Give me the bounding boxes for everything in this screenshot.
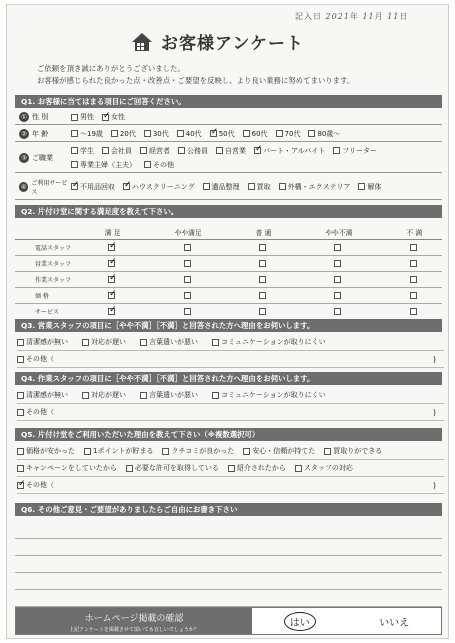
satisfaction-checkbox-4-0[interactable] (108, 308, 115, 315)
page-title: お客様アンケート (161, 34, 304, 54)
satisfaction-row (15, 271, 442, 287)
satisfaction-checkbox-0-3[interactable] (334, 244, 341, 251)
q1-gender-row (15, 110, 442, 125)
service-option-0-label: 不用品回収 (80, 182, 115, 191)
intro-line-1: ご依頼を頂き誠にありがとうございました。 (37, 64, 185, 73)
date-day: 11 (387, 12, 400, 21)
satisfaction-row-label: 電話スタッフ (15, 239, 85, 255)
satisfaction-cell (85, 303, 140, 319)
service-option-3[interactable] (248, 182, 271, 192)
q4-heading: Q4. 作業スタッフの項目に［やや不満］［不満］と回答された方へ理由をお伺いします。 (15, 372, 442, 385)
q5-option-0-3-label: 安心・信頼が持てた (252, 447, 316, 455)
satisfaction-checkbox-1-3[interactable] (334, 260, 341, 267)
q3-option-0-label: 清潔感が無い (26, 338, 68, 346)
q5-options (17, 443, 444, 494)
gender-options (71, 112, 133, 122)
service-option-3-checkbox[interactable] (248, 183, 255, 190)
age-option-4-checkbox[interactable] (210, 130, 217, 137)
satisfaction-checkbox-2-4[interactable] (410, 276, 417, 283)
title-block (131, 29, 304, 54)
date-day-unit: 日 (399, 12, 409, 21)
satisfaction-row-label: 作業スタッフ (15, 271, 85, 287)
gender-option-1-checkbox[interactable] (102, 114, 109, 121)
age-option-7-checkbox[interactable] (308, 130, 315, 137)
q5-option-1-3[interactable] (295, 463, 353, 473)
age-option-2[interactable] (144, 129, 169, 139)
age-option-5[interactable] (243, 129, 268, 139)
age-option-0-checkbox[interactable] (71, 130, 78, 137)
satisfaction-cell (387, 271, 442, 287)
gender-number: ① (19, 112, 29, 122)
satisfaction-cell (140, 303, 235, 319)
age-option-0-label: ～19歳 (80, 129, 103, 138)
satisfaction-row (15, 255, 442, 271)
q5-option-1-0-checkbox[interactable] (17, 465, 24, 472)
satisfaction-row (15, 303, 442, 319)
job-option-2-checkbox[interactable] (140, 147, 147, 154)
job-option-8-label: その他 (153, 160, 174, 169)
q5-option-1-3-checkbox[interactable] (295, 465, 302, 472)
q5-option-0-3[interactable] (243, 446, 315, 456)
age-option-6-checkbox[interactable] (276, 130, 283, 137)
job-option-3[interactable] (178, 146, 208, 156)
service-option-4[interactable] (279, 182, 351, 192)
satisfaction-col-1: やや満足 (140, 225, 235, 239)
q5-option-0-4[interactable] (324, 446, 382, 456)
service-options (71, 182, 389, 192)
satisfaction-cell (236, 287, 291, 303)
q5-heading: Q5. 片付け堂をご利用いただいた理由を教えて下さい（※複数選択可） (15, 428, 442, 441)
age-option-3-checkbox[interactable] (177, 130, 184, 137)
hp-yes-option[interactable]: はい (284, 612, 316, 631)
q4-other-line (17, 404, 444, 421)
q5-option-1-0[interactable] (17, 463, 117, 473)
gender-option-1-label: 女性 (111, 113, 125, 121)
job-option-7-label: 専業主婦（主夫） (80, 160, 136, 169)
q5-option-0-2[interactable] (162, 446, 234, 456)
q1-service-row (15, 174, 442, 200)
satisfaction-col-4: 不 満 (387, 225, 442, 239)
satisfaction-cell (387, 239, 442, 255)
satisfaction-header (15, 225, 442, 239)
q5-other-checkbox[interactable] (17, 482, 24, 489)
satisfaction-cell (291, 255, 386, 271)
q4-close-paren: ) (432, 407, 436, 417)
service-option-2-checkbox[interactable] (203, 183, 210, 190)
satisfaction-checkbox-4-1[interactable] (184, 308, 191, 315)
satisfaction-checkbox-4-4[interactable] (410, 308, 417, 315)
service-option-0-checkbox[interactable] (71, 183, 78, 190)
satisfaction-cell (140, 255, 235, 271)
service-option-2[interactable] (203, 182, 240, 192)
q5-option-1-1-label: 必要な許可を取得している (134, 464, 219, 472)
q4-other-checkbox[interactable] (17, 409, 24, 416)
q5-option-0-1[interactable] (84, 446, 153, 456)
q5-option-1-2[interactable] (228, 463, 286, 473)
age-option-1[interactable] (111, 129, 136, 139)
satisfaction-cell (291, 287, 386, 303)
satisfaction-checkbox-3-3[interactable] (334, 292, 341, 299)
satisfaction-checkbox-0-1[interactable] (184, 244, 191, 251)
q4-option-2-checkbox[interactable] (140, 392, 147, 399)
job-number: ③ (19, 153, 29, 163)
service-option-5-label: 解体 (367, 182, 382, 191)
job-option-2[interactable] (140, 146, 170, 156)
q5-option-0-2-checkbox[interactable] (162, 448, 169, 455)
q3-line (17, 334, 444, 351)
q4-option-0[interactable] (17, 390, 68, 400)
q4-option-1[interactable] (82, 390, 126, 400)
q3-option-3-label: コミュニケーションが取りにくい (221, 338, 326, 346)
satisfaction-row (15, 239, 442, 255)
gender-option-0-checkbox[interactable] (71, 114, 78, 121)
job-option-8[interactable] (144, 160, 174, 170)
satisfaction-cell (85, 287, 140, 303)
q5-option-1-3-label: スタッフの対応 (303, 464, 353, 472)
date-year: 2021 (325, 12, 350, 21)
satisfaction-row-label: 営業スタッフ (15, 255, 85, 271)
service-label: ご利用サービス (31, 179, 68, 196)
satisfaction-checkbox-2-3[interactable] (334, 276, 341, 283)
q5-option-0-2-label: クチコミが良かった (171, 447, 235, 455)
satisfaction-cell (291, 303, 386, 319)
satisfaction-cell (236, 271, 291, 287)
gender-option-0-label: 男性 (80, 113, 94, 121)
q5-option-1-1-checkbox[interactable] (126, 465, 133, 472)
age-option-5-checkbox[interactable] (243, 130, 250, 137)
hp-no-option[interactable]: いいえ (379, 617, 410, 629)
q5-option-0-0[interactable] (17, 446, 75, 456)
age-option-3-label: 40代 (185, 129, 202, 138)
job-option-7-checkbox[interactable] (71, 161, 78, 168)
gender-label: 性 別 (32, 113, 49, 121)
q3-option-2-label: 言葉遣いが悪い (149, 338, 198, 346)
satisfaction-row (15, 287, 442, 303)
q5-other-label: その他（ (26, 481, 54, 489)
age-label: 年 齢 (32, 129, 49, 138)
q3-other-checkbox[interactable] (17, 356, 24, 363)
q1-heading: Q1. お客様に当てはまる項目にご回答ください。 (15, 95, 442, 108)
q4-option-2-label: 言葉遣いが悪い (149, 391, 198, 399)
q3-option-0[interactable] (17, 337, 68, 347)
q5-line-1 (17, 443, 444, 460)
date-month-unit: 月 (374, 12, 384, 21)
service-option-0[interactable] (71, 182, 115, 192)
q3-option-2-checkbox[interactable] (140, 339, 147, 346)
job-option-4[interactable] (216, 146, 246, 156)
job-option-6-label: フリーター (342, 146, 377, 155)
service-option-4-checkbox[interactable] (279, 183, 286, 190)
date-month: 11 (362, 12, 375, 21)
q3-options (17, 334, 444, 368)
satisfaction-checkbox-3-1[interactable] (184, 292, 191, 299)
date-field (295, 11, 408, 22)
satisfaction-cell (140, 271, 235, 287)
age-option-1-label: 20代 (119, 129, 136, 138)
satisfaction-cell (387, 287, 442, 303)
q5-option-0-1-checkbox[interactable] (84, 448, 91, 455)
satisfaction-cell (291, 271, 386, 287)
service-option-3-label: 買取 (256, 182, 271, 191)
q4-option-1-checkbox[interactable] (82, 392, 89, 399)
satisfaction-checkbox-2-2[interactable] (259, 276, 266, 283)
age-option-2-checkbox[interactable] (144, 130, 151, 137)
satisfaction-cell (85, 239, 140, 255)
service-option-4-label: 外構・エクステリア (287, 182, 351, 191)
satisfaction-checkbox-1-2[interactable] (259, 260, 266, 267)
q2-heading: Q2. 片付け堂に関する満足度を教えて下さい。 (15, 205, 442, 218)
q1-age-row (15, 126, 442, 142)
satisfaction-cell (236, 255, 291, 271)
satisfaction-cell (236, 303, 291, 319)
q4-option-3-checkbox[interactable] (212, 392, 219, 399)
job-options (71, 146, 431, 170)
q5-option-1-2-checkbox[interactable] (228, 465, 235, 472)
q3-option-1[interactable] (82, 337, 126, 347)
q6-comment-lines[interactable] (15, 522, 442, 607)
q4-option-3-label: コミュニケーションが取りにくい (221, 391, 326, 399)
job-option-6-checkbox[interactable] (333, 147, 340, 154)
intro-text (37, 63, 354, 87)
q5-option-0-0-label: 価格が安かった (26, 447, 75, 455)
satisfaction-col-0: 満 足 (85, 225, 140, 239)
job-option-4-label: 自営業 (225, 146, 246, 155)
service-option-5[interactable] (358, 182, 381, 192)
satisfaction-col-2: 普 通 (236, 225, 291, 239)
service-option-1-label: ハウスクリーニング (132, 182, 195, 191)
service-option-2-label: 遺品整理 (211, 182, 240, 191)
q4-option-0-checkbox[interactable] (17, 392, 24, 399)
satisfaction-row-label: サービス (15, 303, 85, 319)
q4-options (17, 387, 444, 421)
age-option-6[interactable] (276, 129, 301, 139)
job-option-1-checkbox[interactable] (102, 147, 109, 154)
house-icon (131, 32, 153, 52)
q4-option-1-label: 対応が遅い (91, 391, 126, 399)
age-options (71, 129, 348, 139)
satisfaction-cell (387, 255, 442, 271)
service-option-1-checkbox[interactable] (123, 183, 130, 190)
q5-option-1-0-label: キャンペーンをしていたから (26, 464, 117, 472)
satisfaction-checkbox-0-0[interactable] (108, 244, 115, 251)
job-option-5-checkbox[interactable] (254, 147, 261, 154)
satisfaction-checkbox-1-4[interactable] (410, 260, 417, 267)
q5-option-0-3-checkbox[interactable] (243, 448, 250, 455)
q5-other-line (17, 477, 444, 494)
service-option-5-checkbox[interactable] (358, 183, 365, 190)
job-option-1[interactable] (102, 146, 132, 156)
job-option-0-label: 学生 (80, 146, 94, 155)
age-option-7[interactable] (308, 129, 340, 139)
job-option-3-label: 公務員 (187, 146, 208, 155)
q1-job-row (15, 143, 442, 173)
q5-option-0-0-checkbox[interactable] (17, 448, 24, 455)
q4-other-label: その他（ (26, 408, 54, 416)
q4-option-3[interactable] (212, 390, 326, 400)
satisfaction-checkbox-4-2[interactable] (259, 308, 266, 315)
q5-option-1-1[interactable] (126, 463, 219, 473)
satisfaction-cell (140, 287, 235, 303)
satisfaction-cell (236, 239, 291, 255)
satisfaction-cell (85, 271, 140, 287)
job-option-0-checkbox[interactable] (71, 147, 78, 154)
q5-line-2 (17, 460, 444, 477)
satisfaction-checkbox-3-4[interactable] (410, 292, 417, 299)
date-era: 記入日 (295, 12, 322, 21)
satisfaction-checkbox-1-1[interactable] (184, 260, 191, 267)
gender-option-0[interactable] (71, 112, 94, 122)
q4-line (17, 387, 444, 404)
age-option-1-checkbox[interactable] (111, 130, 118, 137)
intro-line-2: お客様が感じられた良かった点・改善点・ご要望を反映し、より良い業務に努めてまいります。 (37, 76, 355, 85)
satisfaction-checkbox-3-0[interactable] (108, 292, 115, 299)
q3-option-2[interactable] (140, 337, 198, 347)
hp-title: ホームページ掲載の確認 (84, 614, 184, 624)
hp-confirmation (15, 607, 442, 635)
q4-option-0-label: 清潔感が無い (26, 391, 68, 399)
hp-choices (252, 608, 441, 634)
hp-subtitle: 上記アンケートを掲載させて頂いても宜しいでしょうか？ (69, 627, 199, 633)
age-option-4-label: 50代 (218, 129, 235, 138)
age-option-0[interactable] (71, 129, 103, 139)
job-option-7[interactable] (71, 160, 136, 170)
satisfaction-checkbox-1-0[interactable] (108, 260, 115, 267)
date-year-unit: 年 (349, 12, 359, 21)
satisfaction-checkbox-2-0[interactable] (108, 276, 115, 283)
satisfaction-checkbox-0-2[interactable] (259, 244, 266, 251)
job-option-3-checkbox[interactable] (178, 147, 185, 154)
satisfaction-checkbox-2-1[interactable] (184, 276, 191, 283)
age-option-4[interactable] (210, 129, 235, 139)
job-option-2-label: 経営者 (149, 146, 170, 155)
satisfaction-cell (387, 303, 442, 319)
q4-option-2[interactable] (140, 390, 198, 400)
satisfaction-row-label: 価 格 (15, 287, 85, 303)
q5-option-0-4-checkbox[interactable] (324, 448, 331, 455)
job-option-0[interactable] (71, 146, 94, 156)
hp-label-block (16, 608, 252, 634)
job-option-5-label: パート・アルバイト (263, 146, 326, 155)
age-option-2-label: 30代 (152, 129, 169, 138)
job-option-6[interactable] (333, 146, 377, 156)
job-option-1-label: 会社員 (111, 146, 132, 155)
satisfaction-table (15, 225, 442, 320)
q3-option-1-label: 対応が遅い (91, 338, 126, 346)
q3-option-1-checkbox[interactable] (82, 339, 89, 346)
satisfaction-checkbox-4-3[interactable] (334, 308, 341, 315)
satisfaction-col-3: やや不満 (291, 225, 386, 239)
q3-option-3[interactable] (212, 337, 326, 347)
satisfaction-cell (140, 239, 235, 255)
q5-option-1-2-label: 紹介されたから (236, 464, 286, 472)
q3-other-line (17, 351, 444, 368)
job-option-4-checkbox[interactable] (216, 147, 223, 154)
q5-close-paren: ) (432, 480, 436, 490)
job-option-5[interactable] (254, 146, 325, 156)
age-option-7-label: 80歳～ (317, 129, 341, 138)
age-option-3[interactable] (177, 129, 202, 139)
satisfaction-checkbox-3-2[interactable] (259, 292, 266, 299)
q3-option-0-checkbox[interactable] (17, 339, 24, 346)
q3-close-paren: ) (432, 354, 436, 364)
q3-heading: Q3. 営業スタッフの項目に［やや不満］［不満］と回答された方へ理由をお伺いします。 (15, 319, 442, 332)
job-option-8-checkbox[interactable] (144, 161, 151, 168)
satisfaction-cell (291, 239, 386, 255)
gender-option-1[interactable] (102, 112, 125, 122)
age-number: ② (19, 129, 29, 139)
q3-option-3-checkbox[interactable] (212, 339, 219, 346)
satisfaction-checkbox-0-4[interactable] (410, 244, 417, 251)
age-option-6-label: 70代 (284, 129, 301, 138)
q3-other-label: その他（ (26, 355, 54, 363)
satisfaction-cell (85, 255, 140, 271)
age-option-5-label: 60代 (251, 129, 268, 138)
q6-heading: Q6. その他ご意見・ご要望がありましたらご自由にお書き下さい (15, 503, 442, 516)
survey-sheet (6, 4, 449, 639)
q5-option-0-1-label: 1ポイントが貯まる (93, 447, 154, 455)
service-number: ④ (20, 182, 27, 191)
service-option-1[interactable] (123, 182, 195, 192)
q5-option-0-4-label: 買取りができる (333, 447, 383, 455)
job-label: ご職業 (32, 153, 53, 162)
